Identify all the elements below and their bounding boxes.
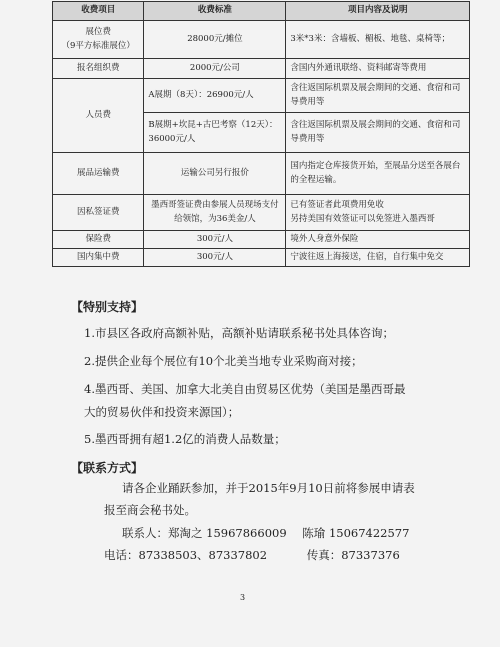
row-description-cell: 已有签证者此项费用免收 另持美国有效签证可以免签进入墨西哥 — [286, 195, 470, 231]
contact-intro-continued: 报至商会秘书处。 — [104, 503, 196, 517]
table-row — [53, 79, 470, 113]
row-item-cell: 国内集中费 — [53, 249, 144, 267]
table-row — [53, 231, 470, 249]
header-description: 项目内容及说明 — [286, 2, 470, 21]
table-row — [53, 59, 470, 79]
table-row — [53, 21, 470, 59]
support-item: 1.市县区各政府高额补贴，高额补贴请联系秘书处具体咨询； — [84, 326, 394, 340]
row-item-cell: 报名组织费 — [53, 59, 144, 79]
contact-heading: 【联系方式】 — [71, 461, 144, 475]
contact-fax-label: 传真： — [306, 548, 342, 562]
row-standard-cell: 300元/人 — [144, 231, 286, 249]
row-standard-cell: 2000元/公司 — [144, 59, 286, 79]
row-item-cell: 因私签证费 — [53, 195, 144, 231]
row-item-label: 展位费 — [85, 27, 111, 38]
table-row — [53, 195, 470, 231]
contact-person-1: 郑淘之 15967866009 — [168, 526, 287, 540]
row-description-cell: 境外人身意外保险 — [286, 231, 470, 249]
row-item-cell: 展品运输费 — [53, 153, 144, 195]
table-header-row — [53, 2, 470, 21]
row-standard-cell: 运输公司另行报价 — [144, 153, 286, 195]
page-number: 3 — [240, 593, 246, 602]
table-row — [53, 153, 470, 195]
contact-person-line — [122, 525, 409, 541]
row-standard-cell: 28000元/摊位 — [144, 21, 286, 59]
table-row — [53, 249, 470, 267]
row-description-cell: 含往返国际机票及展会期间的交通、食宿和司导费用等 — [286, 79, 470, 113]
row-description-cell: 含国内外通讯联络、资料邮寄等费用 — [286, 59, 470, 79]
fee-table — [52, 1, 470, 267]
row-item-cell — [53, 21, 144, 59]
row-standard-cell: B展期+坎昆+古巴考察（12天）：36000元/人 — [144, 113, 286, 153]
header-item: 收费项目 — [53, 2, 144, 21]
support-item: 大的贸易伙伴和投资来源国）； — [84, 405, 240, 419]
contact-fax: 87337376 — [341, 548, 400, 562]
row-standard-cell: 300元/人 — [144, 249, 286, 267]
contact-phone-line — [104, 547, 400, 563]
support-heading: 【特别支持】 — [71, 300, 144, 314]
row-standard-cell: A展期（8天）：26900元/人 — [144, 79, 286, 113]
support-item: 4.墨西哥、美国、加拿大北美自由贸易区优势（美国是墨西哥最 — [84, 382, 406, 396]
contact-phone: 87338503、87337802 — [138, 548, 268, 562]
contact-phone-label: 电话： — [104, 548, 139, 562]
row-description-cell: 国内指定仓库接货开始，至展品分送至各展台的全程运输。 — [286, 153, 470, 195]
support-item: 2.提供企业每个展位有10个北美当地专业采购商对接； — [84, 354, 363, 368]
contact-person-2: 陈瑜 15067422577 — [302, 526, 410, 540]
support-item: 5.墨西哥拥有超1.2亿的消费人品数量； — [84, 432, 286, 446]
row-description-cell: 含往返国际机票及展会期间的交通、食宿和司导费用等 — [286, 113, 470, 153]
row-standard-cell: 墨西哥签证费由参展人员现场支付给领馆，为36美金/人 — [144, 195, 286, 231]
row-item-cell: 保险费 — [53, 231, 144, 249]
contact-person-label: 联系人： — [122, 526, 168, 540]
row-item-cell: 人员费 — [53, 79, 144, 153]
row-item-sublabel: （9平方标准展位） — [61, 40, 135, 51]
contact-intro: 请各企业踊跃参加，并于2015年9月10日前将参展申请表 — [122, 481, 415, 495]
row-description-cell: 3米*3米：含墙板、楣板、地毯、桌椅等； — [286, 21, 470, 59]
row-description-cell: 宁波往返上海接送，住宿，自行集中免交 — [286, 249, 470, 267]
header-standard: 收费标准 — [144, 2, 286, 21]
